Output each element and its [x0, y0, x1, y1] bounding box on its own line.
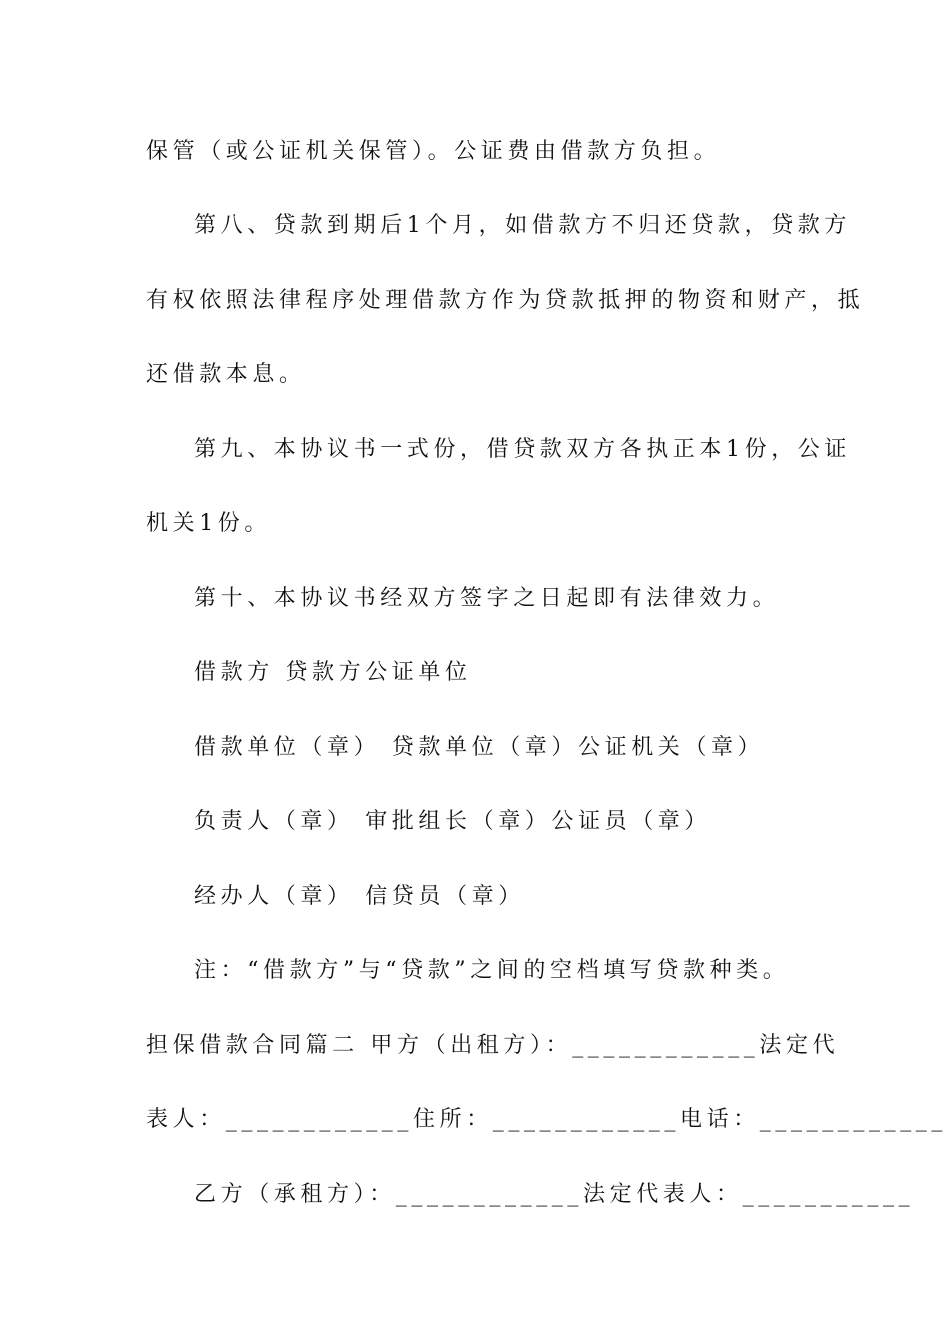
text-line-10: 负责人（章） 审批组长（章）公证员（章）: [194, 809, 711, 834]
text-line-11: 经办人（章） 信贷员（章）: [194, 884, 525, 909]
text-line-1: 保管（或公证机关保管）。公证费由借款方负担。: [146, 139, 721, 164]
text-line-7: 第十、本协议书经双方签字之日起即有法律效力。: [194, 586, 780, 611]
text-line-13: 担保借款合同篇二 甲方（出租方）：____________法定代: [146, 1033, 840, 1058]
text-line-15: 乙方（承租方）：____________法定代表人：___________: [194, 1182, 915, 1207]
text-line-3: 有权依照法律程序处理借款方作为贷款抵押的物资和财产，抵: [146, 288, 865, 313]
text-line-5: 第九、本协议书一式份，借贷款双方各执正本1份，公证: [194, 437, 851, 462]
text-line-12: 注：“借款方”与“贷款”之间的空档填写贷款种类。: [194, 958, 790, 983]
text-line-4: 还借款本息。: [146, 362, 306, 387]
text-line-2: 第八、贷款到期后1个月，如借款方不归还贷款，贷款方: [194, 213, 851, 238]
text-line-9: 借款单位（章） 贷款单位（章）公证机关（章）: [194, 735, 765, 760]
text-line-8: 借款方 贷款方公证单位: [194, 660, 472, 685]
text-line-6: 机关1份。: [146, 511, 271, 536]
text-line-14: 表人：____________住所：____________电话：____________: [146, 1107, 948, 1132]
